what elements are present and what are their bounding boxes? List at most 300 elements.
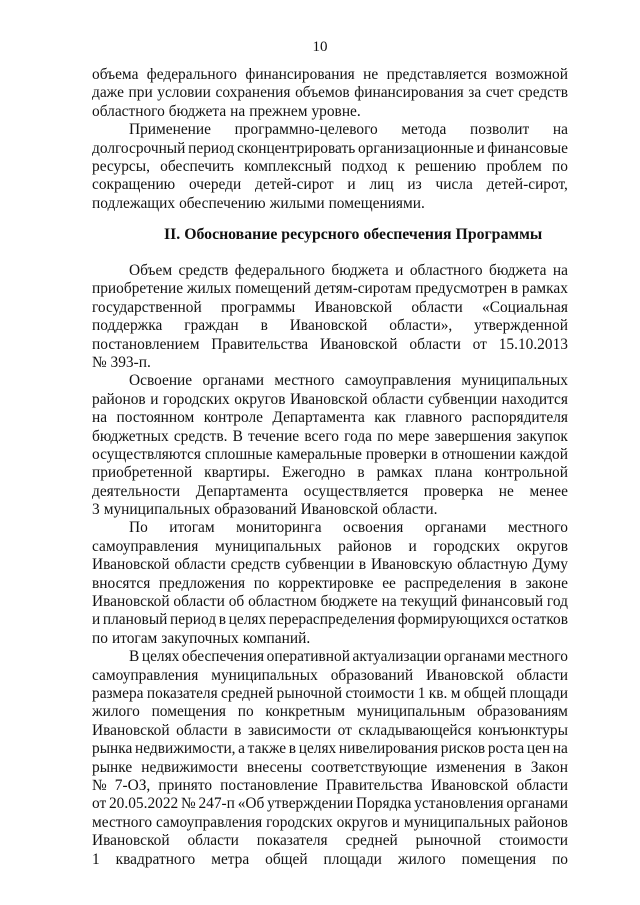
word: образований bbox=[330, 666, 414, 684]
word: рисков bbox=[440, 740, 486, 758]
text-block-main bbox=[92, 262, 568, 869]
text-line bbox=[92, 667, 568, 685]
text-line bbox=[92, 593, 568, 611]
word: детям-сиротам bbox=[314, 280, 412, 298]
word: органами bbox=[202, 372, 265, 390]
word: области bbox=[176, 721, 228, 739]
word: контрольной bbox=[484, 464, 568, 482]
word: областную bbox=[457, 556, 528, 574]
word: Правительства bbox=[211, 335, 309, 353]
word: 3 bbox=[92, 501, 100, 519]
word: роста bbox=[487, 740, 525, 758]
word: самоуправления bbox=[155, 813, 263, 831]
word: муниципальных bbox=[214, 537, 322, 555]
word: образований bbox=[214, 501, 297, 519]
word: Думу bbox=[532, 556, 568, 574]
word: счет bbox=[485, 84, 514, 102]
word: условии bbox=[157, 84, 211, 102]
word: 15.10.2013 bbox=[498, 335, 568, 353]
word: постановлением bbox=[92, 335, 200, 353]
word: при bbox=[128, 84, 153, 102]
word: органами bbox=[424, 519, 487, 537]
word: субвенции bbox=[285, 556, 355, 574]
word: 1 bbox=[92, 850, 100, 868]
word: период bbox=[188, 139, 235, 157]
word: органами bbox=[443, 648, 506, 666]
word: осуществляются bbox=[92, 445, 201, 463]
word: и bbox=[92, 611, 101, 629]
word: местного bbox=[507, 519, 568, 537]
word: Ивановской bbox=[92, 593, 170, 611]
word: недвижимости, bbox=[135, 740, 236, 758]
word: области bbox=[372, 390, 424, 408]
word: рыночной bbox=[415, 832, 482, 850]
word: Ивановской bbox=[300, 501, 379, 519]
word: районов bbox=[338, 537, 392, 555]
word: По bbox=[129, 519, 148, 537]
word: приобретение bbox=[92, 280, 184, 298]
word: закупок bbox=[516, 427, 568, 445]
word: области bbox=[409, 335, 461, 353]
text-line bbox=[92, 317, 568, 335]
word: местного bbox=[507, 648, 568, 666]
word: жилого bbox=[397, 850, 446, 868]
word: жилыми bbox=[269, 194, 325, 212]
word: приобретенной bbox=[92, 464, 193, 482]
word: по bbox=[253, 574, 270, 592]
word: подлежащих bbox=[92, 194, 176, 212]
text-block-intro bbox=[92, 66, 568, 213]
word: муниципальных bbox=[403, 813, 511, 831]
word: нивелирования bbox=[338, 740, 439, 758]
word: соответствующие bbox=[311, 758, 428, 776]
word: программно-целевого bbox=[234, 121, 378, 139]
text-line bbox=[92, 575, 568, 593]
word: и bbox=[347, 176, 356, 194]
word: в bbox=[218, 611, 227, 629]
word: показателя bbox=[146, 684, 218, 702]
word: Объем bbox=[129, 262, 173, 279]
word: актуализации bbox=[352, 648, 442, 666]
word: поддержка bbox=[92, 317, 163, 335]
word: плановый bbox=[102, 611, 168, 629]
text-line bbox=[92, 446, 568, 464]
word: площади bbox=[509, 684, 568, 702]
word: проверка bbox=[423, 482, 484, 500]
word: итогам bbox=[111, 629, 158, 647]
text-line bbox=[92, 299, 568, 317]
word: недвижимости bbox=[141, 758, 238, 776]
word: финансирования bbox=[354, 84, 464, 102]
word: предложения bbox=[158, 574, 246, 592]
word: области bbox=[173, 593, 225, 611]
text-line bbox=[92, 354, 568, 372]
word: изменения bbox=[436, 758, 506, 776]
word: рамках bbox=[376, 464, 423, 482]
word: от bbox=[337, 721, 352, 739]
word: Ивановской bbox=[314, 298, 393, 316]
word: в bbox=[260, 317, 268, 335]
word: квадратного bbox=[115, 850, 196, 868]
word: подход bbox=[341, 157, 388, 175]
word: области bbox=[516, 666, 568, 684]
word: бюджета bbox=[168, 102, 227, 120]
word: В bbox=[129, 648, 140, 666]
word: очереди bbox=[188, 176, 242, 194]
word: Департамента bbox=[272, 409, 365, 427]
word: на bbox=[230, 102, 246, 120]
word: бюджетных bbox=[92, 427, 169, 445]
word: каждой bbox=[519, 445, 568, 463]
section-heading: II. Обоснование ресурсного обеспечения Программы bbox=[164, 226, 543, 243]
word: вносятся bbox=[92, 574, 151, 592]
word: в bbox=[357, 464, 365, 482]
word: метра bbox=[211, 850, 250, 868]
word: рынка bbox=[92, 740, 133, 758]
word: рамках bbox=[521, 280, 568, 298]
word: контроле bbox=[203, 409, 263, 427]
word: установления bbox=[414, 795, 504, 813]
word: по bbox=[92, 629, 108, 647]
word: округов bbox=[336, 813, 388, 831]
text-line bbox=[92, 428, 568, 446]
word: 247-п bbox=[198, 795, 235, 813]
word: по bbox=[237, 703, 254, 721]
word: помещения bbox=[151, 703, 227, 721]
word: субвенции bbox=[428, 390, 498, 408]
word: из bbox=[407, 176, 422, 194]
text-line bbox=[92, 703, 568, 721]
word: по bbox=[552, 157, 568, 175]
word: менее bbox=[529, 482, 568, 500]
word: местного bbox=[274, 372, 335, 390]
word: внесены bbox=[246, 758, 303, 776]
word: на bbox=[92, 409, 108, 427]
word: деятельности bbox=[92, 482, 181, 500]
word: освоения bbox=[343, 519, 404, 537]
word: городских bbox=[266, 813, 333, 831]
word: общей bbox=[265, 850, 308, 868]
word: принято bbox=[158, 776, 213, 794]
word: всего bbox=[304, 427, 339, 445]
word: законе bbox=[525, 574, 568, 592]
word: В bbox=[232, 427, 243, 445]
word: год bbox=[546, 593, 568, 611]
word: цен bbox=[526, 740, 551, 758]
word: показателя bbox=[256, 832, 328, 850]
word: лиц bbox=[369, 176, 394, 194]
word: Закон bbox=[530, 758, 568, 776]
word: области bbox=[174, 556, 226, 574]
text-line bbox=[92, 740, 568, 758]
word: обеспечения bbox=[181, 648, 265, 666]
word: в bbox=[510, 280, 519, 298]
word: Ивановской bbox=[92, 556, 170, 574]
word: округов bbox=[234, 390, 286, 408]
word: области. bbox=[382, 501, 438, 519]
word: площади bbox=[323, 850, 382, 868]
word: от bbox=[472, 335, 487, 353]
word: в bbox=[358, 556, 367, 574]
text-line bbox=[92, 611, 568, 629]
word: к bbox=[397, 157, 405, 175]
word: сплошные bbox=[204, 445, 273, 463]
word: завершения bbox=[434, 427, 512, 445]
word: утвержденной bbox=[474, 317, 568, 335]
word: за bbox=[468, 84, 482, 102]
word: районов bbox=[92, 390, 146, 408]
word: Ивановской bbox=[430, 776, 509, 794]
word: представляется bbox=[386, 66, 488, 83]
word: в bbox=[430, 445, 439, 463]
word: самоуправления bbox=[92, 666, 199, 684]
text-line bbox=[92, 140, 568, 158]
word: обеспечению bbox=[179, 194, 266, 212]
word: зависимости bbox=[247, 721, 332, 739]
word: период bbox=[170, 611, 217, 629]
word: размера bbox=[92, 684, 144, 702]
word: муниципальных bbox=[103, 501, 211, 519]
word: объемов bbox=[295, 84, 350, 102]
word: целях bbox=[141, 648, 180, 666]
word: финансовый bbox=[461, 593, 544, 611]
word: детей-сирот bbox=[255, 176, 334, 194]
word: помещениями. bbox=[328, 194, 425, 212]
word: утверждении bbox=[267, 795, 354, 813]
word: области bbox=[516, 776, 568, 794]
word: распределения bbox=[404, 574, 502, 592]
word: мониторинга bbox=[236, 519, 322, 537]
word: органами bbox=[506, 795, 568, 813]
word: долгосрочный bbox=[92, 139, 186, 157]
word: Ежегодно bbox=[281, 464, 346, 482]
word: жилого bbox=[92, 703, 140, 721]
word: Ивановской bbox=[92, 832, 170, 850]
word: Правительства bbox=[325, 776, 423, 794]
text-line bbox=[92, 538, 568, 556]
word: самоуправления bbox=[344, 372, 452, 390]
word: на bbox=[381, 593, 397, 611]
word: средств bbox=[518, 84, 568, 102]
word: даже bbox=[92, 84, 124, 102]
word: Ивановской bbox=[92, 721, 170, 739]
word: на bbox=[552, 262, 568, 279]
word: стоимости bbox=[345, 684, 415, 702]
word: 1 bbox=[417, 684, 426, 702]
word: решению bbox=[415, 157, 477, 175]
word: муниципальных bbox=[211, 666, 318, 684]
text-line bbox=[92, 556, 568, 574]
word: перераспределения bbox=[268, 611, 396, 629]
word: Ивановской bbox=[290, 390, 368, 408]
word: областном bbox=[248, 593, 317, 611]
word: главного bbox=[405, 409, 463, 427]
word: средней bbox=[221, 684, 274, 702]
word: об bbox=[228, 593, 245, 611]
word: округов bbox=[516, 537, 568, 555]
text-line bbox=[92, 685, 568, 703]
word: а bbox=[238, 740, 246, 758]
text-line bbox=[92, 777, 568, 795]
word: обеспечить bbox=[160, 157, 234, 175]
word: целях bbox=[228, 611, 267, 629]
word: не bbox=[363, 66, 379, 83]
word: целях bbox=[298, 740, 337, 758]
text-line bbox=[92, 483, 568, 501]
word: от bbox=[92, 795, 107, 813]
word: области bbox=[411, 298, 463, 316]
word: Ивановской bbox=[319, 335, 398, 353]
word: муниципальным bbox=[356, 703, 466, 721]
text-line bbox=[92, 391, 568, 409]
word: возможной bbox=[495, 66, 568, 83]
text-line bbox=[92, 66, 568, 84]
word: находится bbox=[501, 390, 568, 408]
text-line bbox=[92, 262, 568, 280]
text-line bbox=[92, 280, 568, 298]
word: финансирования bbox=[245, 66, 355, 83]
word: предусмотрен bbox=[415, 280, 508, 298]
word: текущий bbox=[400, 593, 458, 611]
text-line bbox=[92, 176, 568, 194]
word: образованиям bbox=[477, 703, 568, 721]
word: не bbox=[498, 482, 514, 500]
word: корректировке bbox=[278, 574, 374, 592]
text-line bbox=[92, 722, 568, 740]
text-line bbox=[92, 372, 568, 390]
text-line bbox=[92, 519, 568, 537]
word: городских bbox=[163, 390, 230, 408]
word: в bbox=[234, 721, 242, 739]
word: жилых bbox=[186, 280, 232, 298]
word: граждан bbox=[184, 317, 239, 335]
word: программы bbox=[220, 298, 296, 316]
word: стоимости bbox=[499, 832, 568, 850]
word: областного bbox=[409, 262, 483, 279]
text-line bbox=[92, 759, 568, 777]
word: муниципальных bbox=[461, 372, 568, 390]
word: осуществляется bbox=[303, 482, 409, 500]
word: на bbox=[552, 740, 568, 758]
word: прежнем bbox=[249, 102, 308, 120]
word: детей-сирот, bbox=[486, 176, 568, 194]
word: оперативной bbox=[266, 648, 350, 666]
word: № bbox=[181, 795, 196, 813]
word: местного bbox=[92, 813, 153, 831]
word: области bbox=[187, 832, 239, 850]
text-line bbox=[92, 832, 568, 850]
word: отношении bbox=[442, 445, 516, 463]
word: и bbox=[391, 813, 400, 831]
text-line bbox=[92, 648, 568, 666]
word: областного bbox=[92, 102, 165, 120]
word: Ивановскую bbox=[370, 556, 453, 574]
word: мере bbox=[398, 427, 430, 445]
word: конъюнктуры bbox=[478, 721, 568, 739]
word: средств. bbox=[173, 427, 228, 445]
word: организационные bbox=[357, 139, 474, 157]
word: постоянном bbox=[116, 409, 195, 427]
word: Департамента bbox=[195, 482, 289, 500]
word: по bbox=[377, 427, 394, 445]
text-line bbox=[92, 464, 568, 482]
word: помещения bbox=[461, 850, 537, 868]
word: по bbox=[552, 850, 568, 868]
word: в bbox=[509, 574, 517, 592]
word: общей bbox=[463, 684, 507, 702]
word: области», bbox=[389, 317, 453, 335]
word: камеральные bbox=[276, 445, 362, 463]
word: и bbox=[476, 139, 485, 157]
word: ресурсы, bbox=[92, 157, 150, 175]
text-line bbox=[92, 630, 568, 648]
word: проверки bbox=[365, 445, 427, 463]
word: и bbox=[395, 262, 404, 279]
word: м bbox=[450, 684, 461, 702]
word: районов bbox=[514, 813, 568, 831]
word: остатков bbox=[511, 611, 568, 629]
word: квартиры. bbox=[204, 464, 270, 482]
word: бюджете bbox=[320, 593, 378, 611]
word: федерального bbox=[146, 66, 237, 83]
word: помещений bbox=[235, 280, 311, 298]
page-number: 10 bbox=[312, 39, 328, 55]
word: объема bbox=[92, 66, 139, 83]
word: бюджета bbox=[489, 262, 547, 279]
word: рыночной bbox=[276, 684, 343, 702]
word: итогам bbox=[169, 519, 215, 537]
text-line bbox=[92, 103, 568, 121]
word: городских bbox=[433, 537, 501, 555]
word: Освоение bbox=[129, 372, 193, 390]
word: самоуправления bbox=[92, 537, 199, 555]
text-line bbox=[92, 501, 568, 519]
word: конкретным bbox=[265, 703, 346, 721]
word: № 393-п. bbox=[92, 353, 151, 371]
text-line bbox=[92, 84, 568, 102]
word: 7-ОЗ, bbox=[114, 776, 151, 794]
word: также bbox=[247, 740, 287, 758]
text-line bbox=[92, 814, 568, 832]
word: формирующихся bbox=[397, 611, 509, 629]
word: сокращению bbox=[92, 176, 176, 194]
word: позволит bbox=[469, 121, 530, 139]
word: складывающейся bbox=[358, 721, 472, 739]
word: числа bbox=[435, 176, 473, 194]
word: комплексный bbox=[244, 157, 332, 175]
word: в bbox=[514, 758, 522, 776]
word: как bbox=[374, 409, 396, 427]
word: 20.05.2022 bbox=[108, 795, 179, 813]
word: федерального bbox=[234, 262, 325, 279]
word: бюджета bbox=[331, 262, 389, 279]
word: в bbox=[288, 740, 297, 758]
word: компаний. bbox=[242, 629, 311, 647]
text-line bbox=[92, 409, 568, 427]
word: финансовые bbox=[487, 139, 568, 157]
word: ее bbox=[382, 574, 396, 592]
text-line bbox=[92, 195, 568, 213]
word: распорядителя bbox=[471, 409, 568, 427]
word: метода bbox=[401, 121, 447, 139]
word: проблем bbox=[486, 157, 542, 175]
word: сохранения bbox=[215, 84, 291, 102]
word: Ивановской bbox=[289, 317, 368, 335]
word: года bbox=[344, 427, 372, 445]
word: плана bbox=[434, 464, 473, 482]
text-line bbox=[92, 795, 568, 813]
word: сконцентрировать bbox=[236, 139, 356, 157]
